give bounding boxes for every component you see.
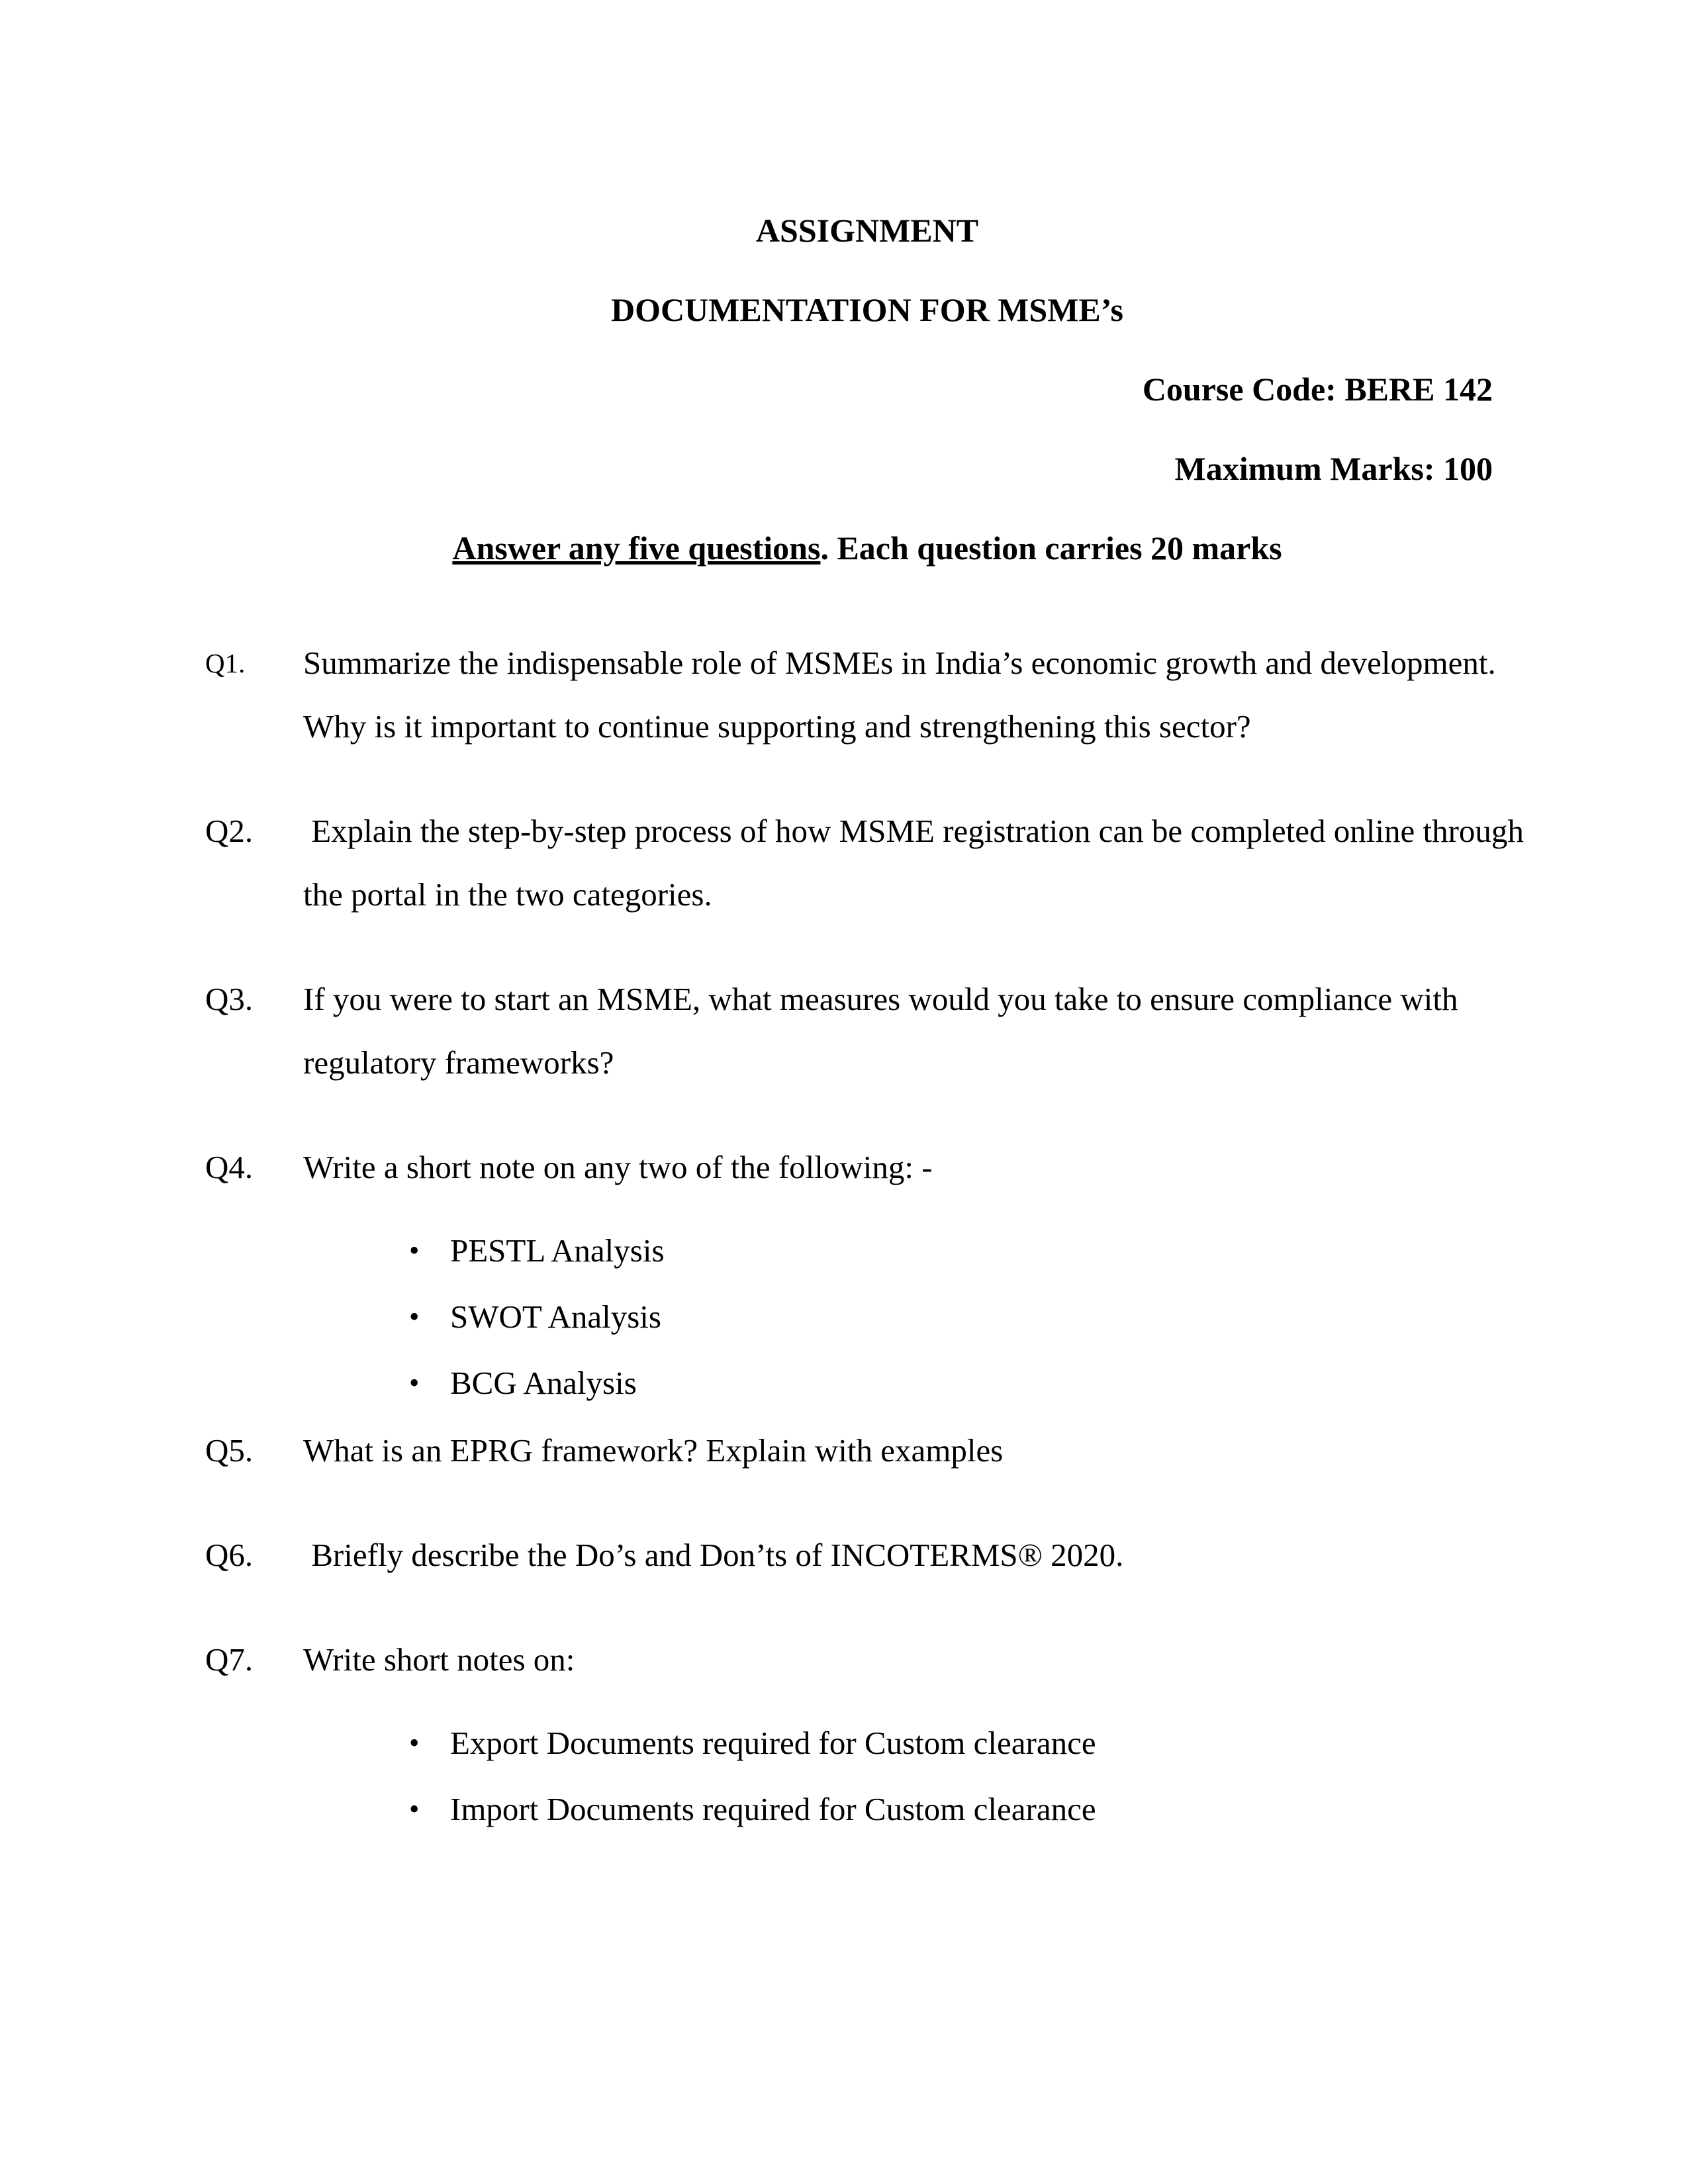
- question-row-q5: [205, 1419, 1529, 1482]
- bullet-text: SWOT Analysis: [450, 1298, 661, 1335]
- question-row-q3: [205, 968, 1529, 1095]
- question-body: [303, 799, 1532, 927]
- question-body: [303, 968, 1529, 1095]
- bullet-icon: •: [409, 1793, 420, 1825]
- instruction-line: [205, 516, 1529, 580]
- question-text: Briefly describe the Do’s and Don’ts of INCOTERMS® 2020.: [303, 1537, 1124, 1573]
- question-label: Q1.: [205, 648, 246, 678]
- question-body: [303, 1136, 1529, 1416]
- question-row-q2: [205, 799, 1532, 927]
- course-code: Course Code: BERE 142: [1142, 371, 1493, 408]
- list-item: [409, 1218, 1529, 1284]
- question-label: Q7.: [205, 1641, 254, 1678]
- bullet-icon: •: [409, 1300, 420, 1333]
- question-body: [303, 1524, 1529, 1587]
- question-text: Write a short note on any two of the following: -: [303, 1149, 933, 1185]
- list-item: [409, 1350, 1529, 1416]
- document-title: ASSIGNMENT: [755, 212, 979, 249]
- question-body: [303, 1419, 1529, 1482]
- question-body: [303, 631, 1529, 758]
- bullet-text: PESTL Analysis: [450, 1232, 665, 1269]
- question-text: Write short notes on:: [303, 1641, 575, 1678]
- question-row-q7: [205, 1628, 1529, 1843]
- maximum-marks: Maximum Marks: 100: [1174, 450, 1493, 487]
- question-row-q4: [205, 1136, 1529, 1416]
- bullet-icon: •: [409, 1727, 420, 1759]
- question-body: [303, 1628, 1529, 1843]
- question-row-q6: [205, 1524, 1529, 1587]
- instruction-rest: . Each question carries 20 marks: [820, 529, 1282, 567]
- question-text: What is an EPRG framework? Explain with examples: [303, 1432, 1004, 1469]
- document-subtitle: DOCUMENTATION FOR MSME’s: [610, 291, 1124, 328]
- list-item: [409, 1710, 1529, 1776]
- question-label: Q3.: [205, 981, 254, 1017]
- list-item: [409, 1776, 1529, 1843]
- question-label: Q4.: [205, 1149, 254, 1185]
- question-label: Q5.: [205, 1432, 254, 1469]
- question-text: If you were to start an MSME, what measures would you take to ensure compliance with regulatory frameworks?: [303, 981, 1466, 1081]
- bullet-text: BCG Analysis: [450, 1365, 637, 1401]
- bullet-icon: •: [409, 1367, 420, 1399]
- question-row-q1: [205, 631, 1529, 758]
- instruction-underlined: Answer any five questions: [452, 529, 821, 567]
- question-label: Q2.: [205, 813, 254, 849]
- bullet-list: [303, 1710, 1529, 1843]
- question-text: Explain the step-by-step process of how MSME registration can be completed online through the portal in the two categories.: [303, 813, 1532, 913]
- question-label: Q6.: [205, 1537, 254, 1573]
- question-text: Summarize the indispensable role of MSMEs in India’s economic growth and development. Why is it important to continue supporting and strengthening this sector?: [303, 645, 1504, 745]
- list-item: [409, 1284, 1529, 1350]
- bullet-text: Export Documents required for Custom clearance: [450, 1725, 1096, 1761]
- bullet-icon: •: [409, 1234, 420, 1267]
- bullet-list: [303, 1218, 1529, 1416]
- bullet-text: Import Documents required for Custom clearance: [450, 1791, 1096, 1827]
